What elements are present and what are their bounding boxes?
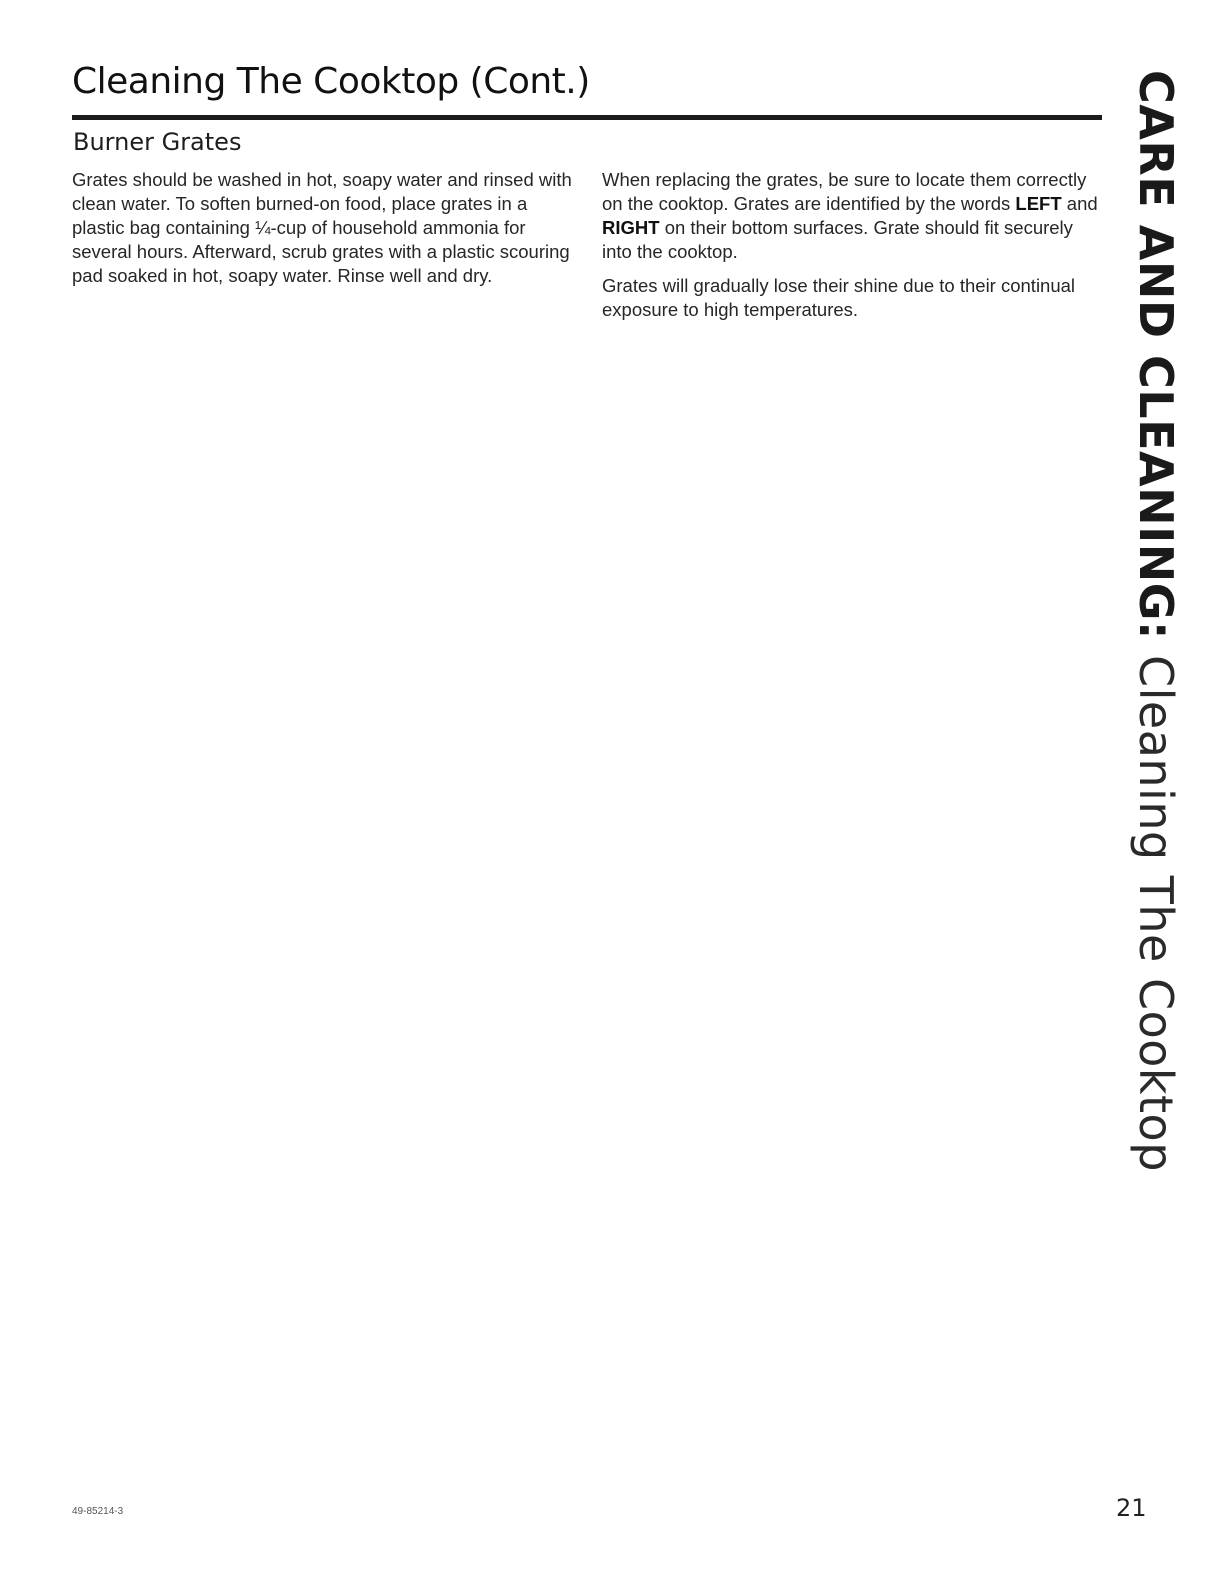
- right-paragraph-1-text-c: on their bottom surfaces. Grate should fit securely into the cooktop.: [602, 217, 1073, 262]
- right-paragraph-1: [602, 168, 1107, 264]
- right-paragraph-1-text-b: and: [1061, 193, 1098, 214]
- title-rule: [72, 115, 1102, 120]
- side-tab: [1128, 70, 1184, 1172]
- page-title: Cleaning The Cooktop (Cont.): [72, 61, 590, 102]
- right-keyword: RIGHT: [602, 217, 660, 238]
- left-keyword: LEFT: [1015, 193, 1062, 214]
- right-paragraph-2: Grates will gradually lose their shine due to their continual exposure to high temperatures.: [602, 275, 1076, 320]
- side-tab-topic: Cleaning The Cooktop: [1129, 639, 1183, 1172]
- right-paragraph-1-text-a: When replacing the grates, be sure to locate them correctly on the cooktop. Grates are identified by the words: [602, 169, 1087, 214]
- side-tab-text: [1128, 70, 1184, 1172]
- document-number: 49-85214-3: [72, 1506, 124, 1517]
- section-heading: Burner Grates: [73, 128, 242, 156]
- page-number: 21: [1116, 1494, 1147, 1522]
- side-tab-section: CARE AND CLEANING:: [1129, 70, 1183, 640]
- left-paragraph-1: Grates should be washed in hot, soapy water and rinsed with clean water. To soften burned-on food, place grates in a plastic bag containing ¼-cup of household ammonia for several hours. Afterward, scrub grates with a plastic scouring pad soaked in hot, soapy water. Rinse well and dry.: [72, 169, 572, 286]
- right-column: [602, 168, 1107, 332]
- left-column: [72, 168, 577, 298]
